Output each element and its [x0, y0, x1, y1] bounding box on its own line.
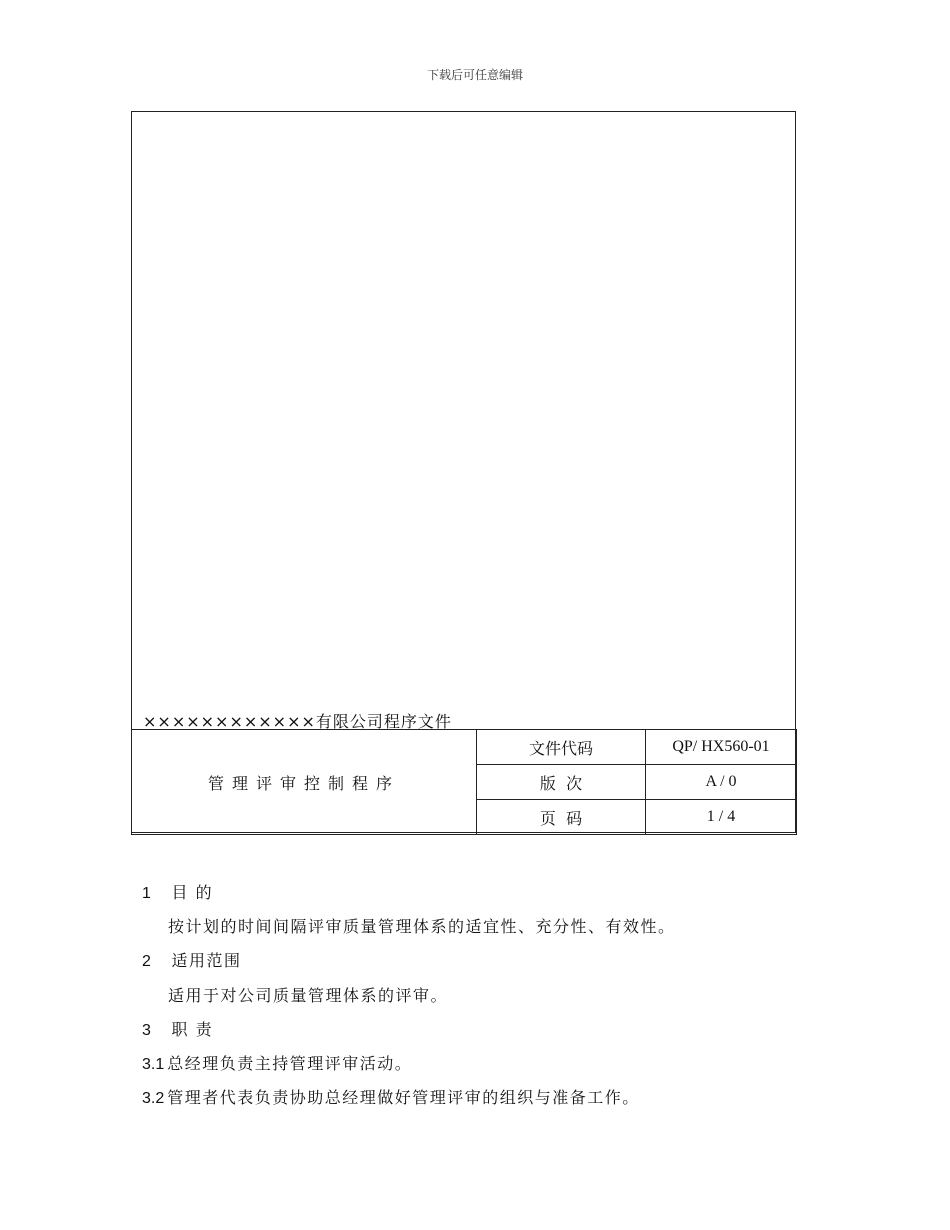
header-value-page: 1 / 4	[646, 800, 797, 835]
header-label-page: 页 码	[477, 800, 646, 835]
section-number: 3.1	[142, 1056, 165, 1073]
document-header-table	[131, 729, 797, 835]
section-3-2	[142, 1085, 640, 1108]
header-value-code: QP/ HX560-01	[646, 730, 797, 765]
section-number: 1	[142, 885, 151, 902]
section-number: 3	[142, 1022, 151, 1039]
top-note: 下载后可任意编辑	[426, 68, 523, 82]
section-2-heading	[142, 948, 242, 971]
section-title: 职 责	[171, 1020, 214, 1039]
section-number: 3.2	[142, 1090, 165, 1107]
header-label-code: 文件代码	[477, 730, 646, 765]
section-3-heading	[142, 1017, 213, 1040]
section-title: 目 的	[171, 883, 214, 902]
header-value-version: A / 0	[646, 765, 797, 800]
section-title: 适用范围	[171, 951, 242, 970]
company-line: ××××××××××××有限公司程序文件	[143, 712, 452, 731]
document-title: 管理评审控制程序	[132, 730, 477, 835]
header-row	[132, 730, 797, 765]
section-text: 管理者代表负责协助总经理做好管理评审的组织与准备工作。	[167, 1088, 640, 1107]
section-2-text: 适用于对公司质量管理体系的评审。	[168, 986, 449, 1005]
section-text: 总经理负责主持管理评审活动。	[167, 1054, 413, 1073]
section-number: 2	[142, 953, 151, 970]
section-3-1	[142, 1051, 412, 1074]
header-label-version: 版 次	[477, 765, 646, 800]
section-1-heading	[142, 880, 213, 903]
section-1-text: 按计划的时间间隔评审质量管理体系的适宜性、充分性、有效性。	[168, 917, 676, 936]
